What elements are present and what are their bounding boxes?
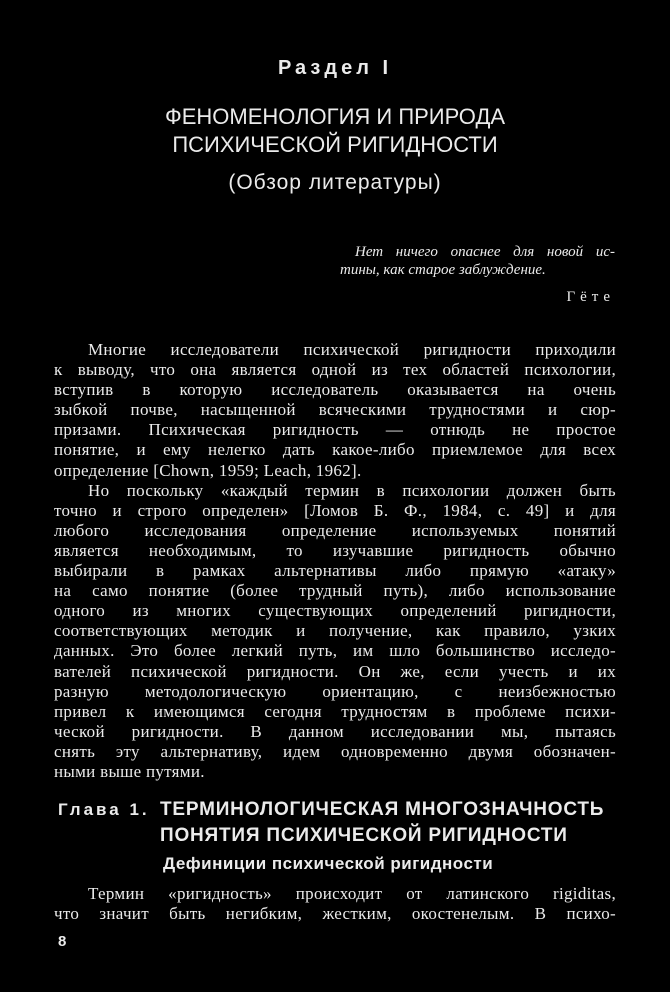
body-line: одного из многих существующих определений ригидности, <box>54 601 616 621</box>
part-subtitle: (Обзор литературы) <box>228 171 442 194</box>
paragraph <box>54 481 616 782</box>
body-line: Многие исследователи психической ригидности приходили <box>88 340 616 359</box>
body-line: вателей психической ригидности. Он же, если учесть и их <box>54 661 616 681</box>
part-title <box>0 103 670 159</box>
paragraph <box>54 884 616 924</box>
body-line: что значит быть негибким, жестким, окостенелым. В психо- <box>54 904 616 923</box>
body-line: точно и строго определен» [Ломов Б. Ф., 1984, с. 49] и для <box>54 500 616 520</box>
body-line: на само понятие (более трудный путь), либо использование <box>54 581 616 601</box>
body-line: определение [Chown, 1959; Leach, 1962]. <box>54 460 362 480</box>
body-line: разную методологическую ориентацию, с неизбежностью <box>54 681 616 701</box>
body-line: привел к имеющимся сегодня трудностям в проблеме психи- <box>54 701 616 721</box>
epigraph-line: тины, как старое заблуждение. <box>340 262 546 278</box>
body-line: понятие, и ему нелегко дать какое-либо приемлемое для всех <box>54 440 616 460</box>
part-title-line: ФЕНОМЕНОЛОГИЯ И ПРИРОДА <box>164 104 506 129</box>
epigraph <box>340 243 615 279</box>
section-heading: Раздел I <box>277 57 393 79</box>
body-line: снять эту альтернативу, идем одновременно двумя обозначен- <box>54 741 616 761</box>
body-line: является необходимым, то изучавшие ригидность обычно <box>54 540 616 560</box>
body-line: зыбкой почве, насыщенной всяческими трудностями и сюр- <box>54 400 616 420</box>
chapter-title-line: ТЕРМИНОЛОГИЧЕСКАЯ МНОГОЗНАЧНОСТЬ <box>160 799 605 820</box>
body-line: призами. Психическая ригидность — отнюдь не простое <box>54 420 616 440</box>
epigraph-line: Нет ничего опаснее для новой ис- <box>355 244 615 260</box>
body-line: Термин «ригидность» происходит от латинского rigiditas, <box>88 884 616 903</box>
body-line: вступив в которую исследователь оказывается на очень <box>54 380 616 400</box>
body-line: любого исследования определение используемых понятий <box>54 520 616 540</box>
part-title-line: ПСИХИЧЕСКОЙ РИГИДНОСТИ <box>172 132 498 157</box>
chapter-text <box>54 884 616 924</box>
body-line: выбирали в рамках альтернативы либо прямую «атаку» <box>54 561 616 581</box>
body-line: Но поскольку «каждый термин в психологии должен быть <box>88 480 616 500</box>
body-line: ческой ригидности. В данном исследовании мы, пытаясь <box>54 721 616 741</box>
body-line: соответствующих методик и получение, как правило, узких <box>54 621 616 641</box>
chapter-title <box>160 797 604 849</box>
paragraph <box>54 340 616 481</box>
chapter-title-line: ПОНЯТИЯ ПСИХИЧЕСКОЙ РИГИДНОСТИ <box>160 825 568 846</box>
body-text <box>54 340 616 782</box>
epigraph-author: Гёте <box>566 289 615 305</box>
body-line: ными выше путями. <box>54 761 205 781</box>
body-line: к выводу, что она является одной из тех областей психологии, <box>54 360 616 380</box>
body-line: данных. Это более легкий путь, им шло большинство исследо- <box>54 641 616 661</box>
chapter-label: Глава 1. <box>58 800 150 819</box>
page-number: 8 <box>58 933 67 950</box>
subsection-heading: Дефиниции психической ригидности <box>163 854 494 873</box>
